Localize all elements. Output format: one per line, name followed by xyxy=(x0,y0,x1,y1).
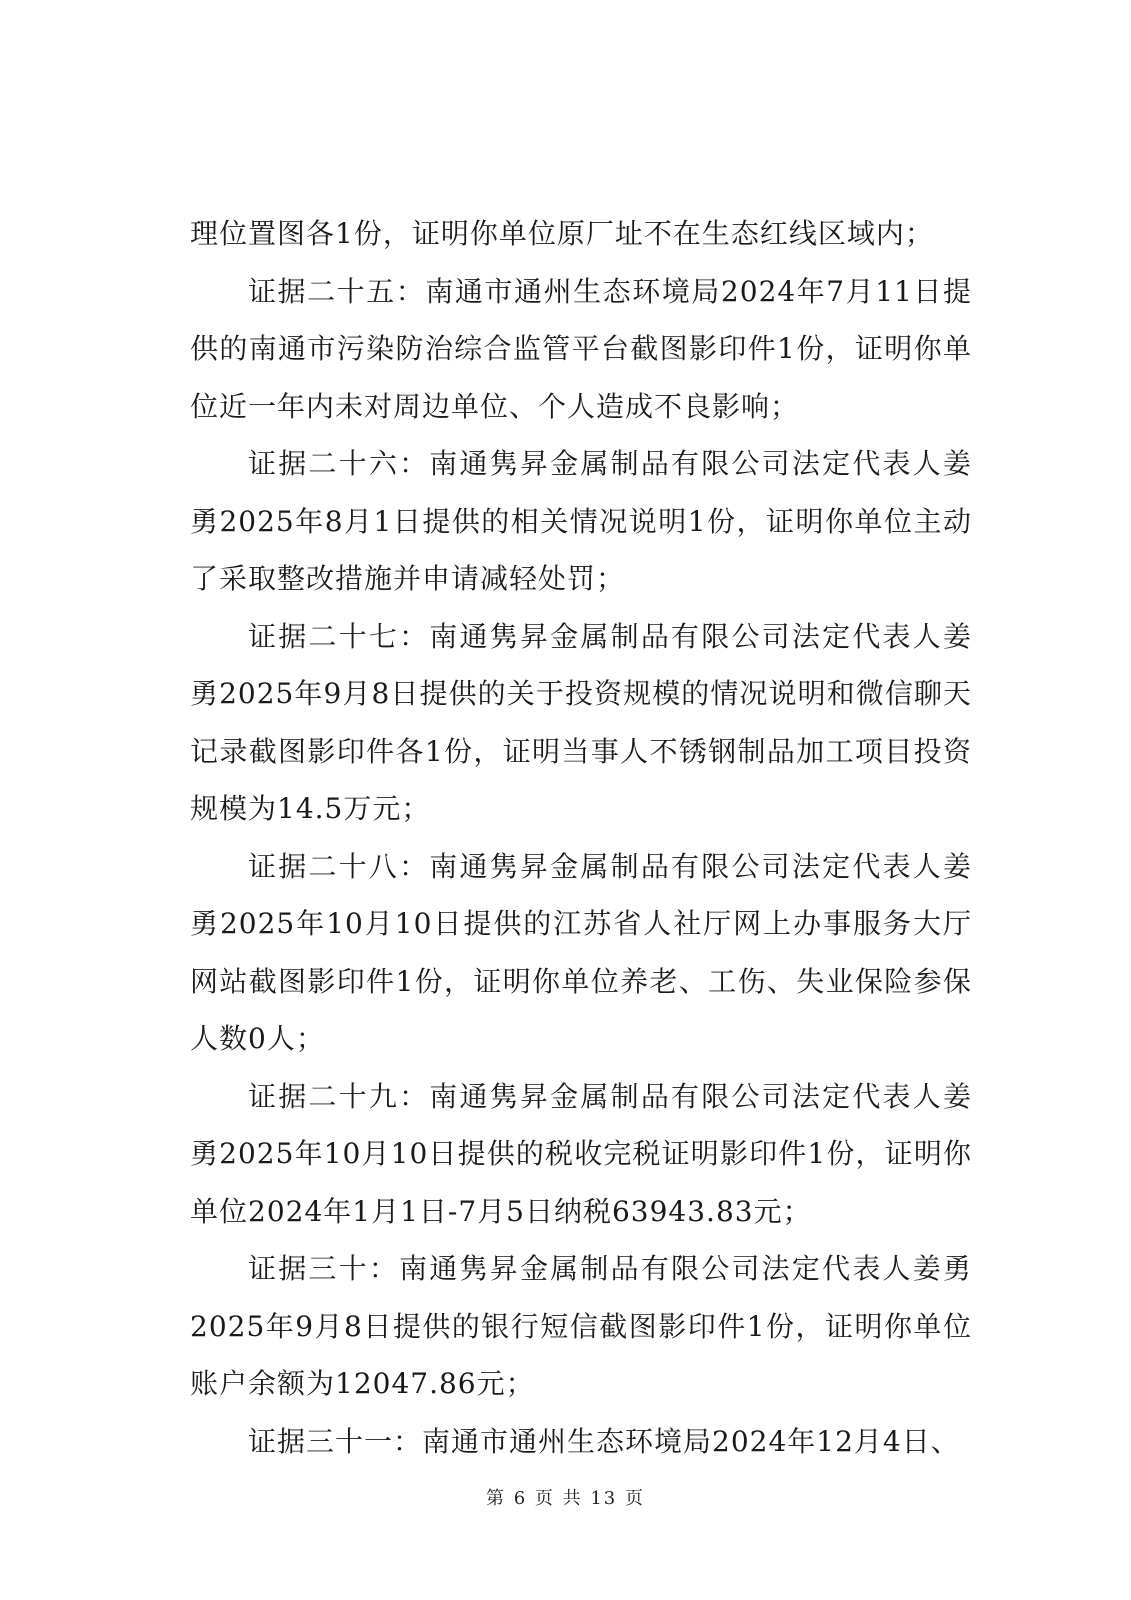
paragraph-continuation: 理位置图各1份，证明你单位原厂址不在生态红线区域内； xyxy=(190,217,934,250)
paragraph-evidence-31: 证据三十一：南通市通州生态环境局2024年12月4日、 xyxy=(248,1424,960,1458)
paragraph-evidence-28: 证据二十八：南通隽昇金属制品有限公司法定代表人姜勇2025年10月10日提供的江苏省人社厅网上办事服务大厅网站截图影印件1份，证明你单位养老、工伤、失业保险参保人数0人； xyxy=(190,849,972,1055)
paragraph-evidence-29: 证据二十九：南通隽昇金属制品有限公司法定代表人姜勇2025年10月10日提供的税收完税证明影印件1份，证明你单位2024年1月1日-7月5日纳税63943.83元； xyxy=(190,1079,972,1228)
paragraph-evidence-26: 证据二十六：南通隽昇金属制品有限公司法定代表人姜勇2025年8月1日提供的相关情况说明1份，证明你单位主动了采取整改措施并申请减轻处罚； xyxy=(190,447,972,595)
paragraph-evidence-30: 证据三十：南通隽昇金属制品有限公司法定代表人姜勇2025年9月8日提供的银行短信截图影印件1份，证明你单位账户余额为12047.86元； xyxy=(190,1252,972,1400)
page-number-footer: 第 6 页 共 13 页 xyxy=(486,1488,645,1509)
paragraph-evidence-25: 证据二十五：南通市通州生态环境局2024年7月11日提供的南通市污染防治综合监管平台截图影印件1份，证明你单位近一年内未对周边单位、个人造成不良影响； xyxy=(190,274,972,423)
paragraph-evidence-27: 证据二十七：南通隽昇金属制品有限公司法定代表人姜勇2025年9月8日提供的关于投资规模的情况说明和微信聊天记录截图影印件各1份，证明当事人不锈钢制品加工项目投资规模为14.5万元； xyxy=(190,619,972,825)
document-body xyxy=(190,205,972,1470)
